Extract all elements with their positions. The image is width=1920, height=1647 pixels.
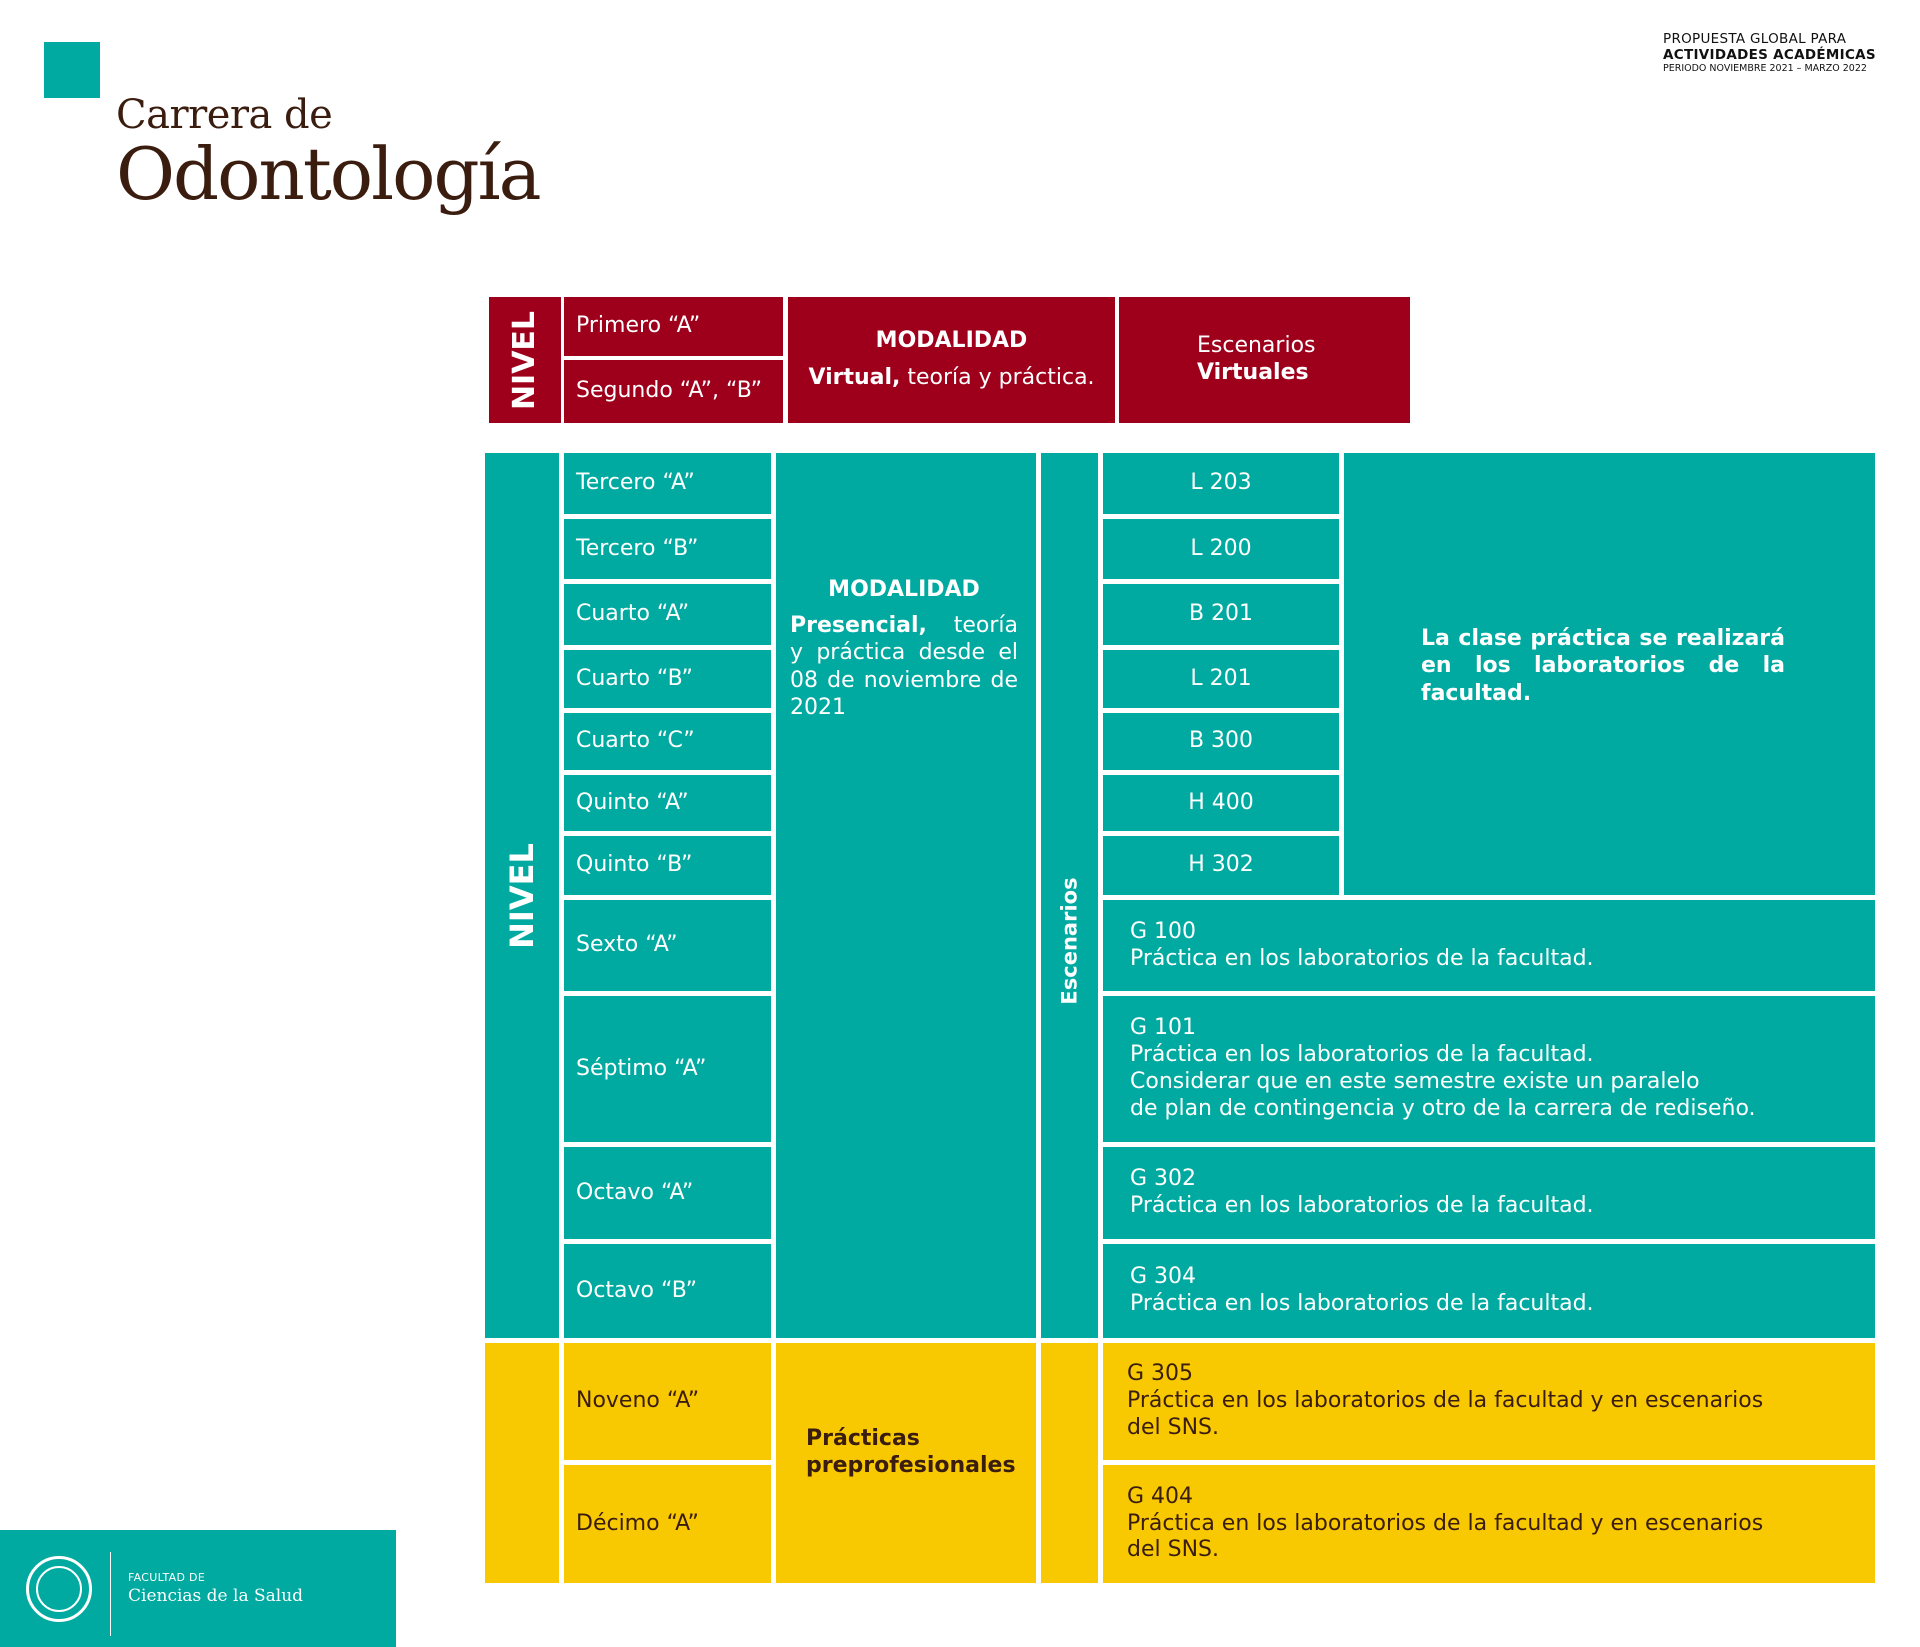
virtual-nivel-label: NIVEL [489,297,561,423]
level-noveno-a: Noveno “A” [564,1343,771,1460]
escenarios-line-1: Escenarios [1197,333,1316,359]
room-h302: H 302 [1103,836,1339,895]
level-octavo-a: Octavo “A” [564,1147,771,1239]
page-subtitle: Carrera de [116,92,333,138]
level-octavo-b: Octavo “B” [564,1244,771,1338]
virtual-escenarios [1119,297,1410,423]
scenario-line: Práctica en los laboratorios de la facultad. [1130,1291,1594,1316]
scenario-g304 [1103,1244,1875,1338]
period-line-1: PROPUESTA GLOBAL PARA [1663,31,1847,47]
scenario-line: Práctica en los laboratorios de la facultad. [1130,945,1594,971]
scenario-code: G 302 [1130,1166,1197,1192]
level-primero-a: Primero “A” [564,297,783,356]
period-line-2: ACTIVIDADES ACADÉMICAS [1663,47,1876,63]
level-decimo-a: Décimo “A” [564,1465,771,1583]
level-quinto-b: Quinto “B” [564,836,771,895]
level-segundo-ab: Segundo “A”, “B” [564,360,783,423]
brand-square [44,42,100,98]
preprof-escenarios-spacer [1041,1343,1098,1583]
virtual-modalidad [788,297,1115,423]
footer-faculty-name: Ciencias de la Salud [128,1586,304,1606]
level-tercero-b: Tercero “B” [564,519,771,579]
period-line-3: PERIODO NOVIEMBRE 2021 – MARZO 2022 [1663,63,1867,74]
scenario-g302 [1103,1147,1875,1239]
level-cuarto-a: Cuarto “A” [564,584,771,645]
scenario-g305 [1103,1343,1875,1460]
level-cuarto-c: Cuarto “C” [564,713,771,770]
scenario-line: Práctica en los laboratorios de la facultad y en escenarios [1127,1510,1764,1536]
university-seal-inner [36,1566,82,1612]
scenario-line: Práctica en los laboratorios de la facultad y en escenarios [1127,1388,1764,1414]
scenario-line: del SNS. [1127,1537,1219,1563]
modalidad-text: Presencial, teoría y práctica desde el 08 de noviembre de 2021 [790,612,1018,721]
level-tercero-a: Tercero “A” [564,453,771,514]
room-l200: L 200 [1103,519,1339,579]
presencial-modalidad [776,453,1036,1338]
footer-faculty-label: FACULTAD DE [128,1571,206,1584]
rooms-note: La clase práctica se realizará en los laboratorios de la facultad. [1344,453,1875,895]
presencial-nivel-label: NIVEL [485,453,559,1338]
room-b201: B 201 [1103,584,1339,645]
page-title: Odontología [116,132,540,216]
scenario-code: G 101 [1130,1015,1197,1041]
level-quinto-a: Quinto “A” [564,775,771,831]
scenario-code: G 404 [1127,1483,1194,1509]
scenario-line: Práctica en los laboratorios de la facultad. [1130,1042,1594,1068]
scenario-code: G 304 [1130,1264,1197,1290]
scenario-line: del SNS. [1127,1414,1219,1440]
level-sexto-a: Sexto “A” [564,900,771,991]
level-septimo-a: Séptimo “A” [564,996,771,1142]
escenarios-line-2: Virtuales [1197,360,1309,385]
scenario-code: G 305 [1127,1361,1194,1387]
modalidad-text: Virtual, teoría y práctica. [808,365,1095,390]
room-l201: L 201 [1103,650,1339,708]
modalidad-title: MODALIDAD [875,328,1028,354]
scenario-g404 [1103,1465,1875,1583]
scenario-g101 [1103,996,1875,1142]
level-cuarto-b: Cuarto “B” [564,650,771,708]
scenario-line: Práctica en los laboratorios de la facultad. [1130,1193,1594,1218]
preprof-modalidad: Prácticas preprofesionales [776,1343,1036,1583]
escenarios-label: Escenarios [1041,453,1098,1338]
room-l203: L 203 [1103,453,1339,514]
room-b300: B 300 [1103,713,1339,770]
modalidad-title: MODALIDAD [828,577,980,602]
scenario-line: Considerar que en este semestre existe un paralelo [1130,1069,1700,1094]
scenario-code: G 100 [1130,918,1197,944]
preprof-nivel-spacer [485,1343,559,1583]
footer-divider [110,1552,111,1636]
scenario-g100 [1103,900,1875,991]
room-h400: H 400 [1103,775,1339,831]
period-label [1663,31,1893,74]
scenario-line: de plan de contingencia y otro de la carrera de rediseño. [1130,1095,1756,1121]
